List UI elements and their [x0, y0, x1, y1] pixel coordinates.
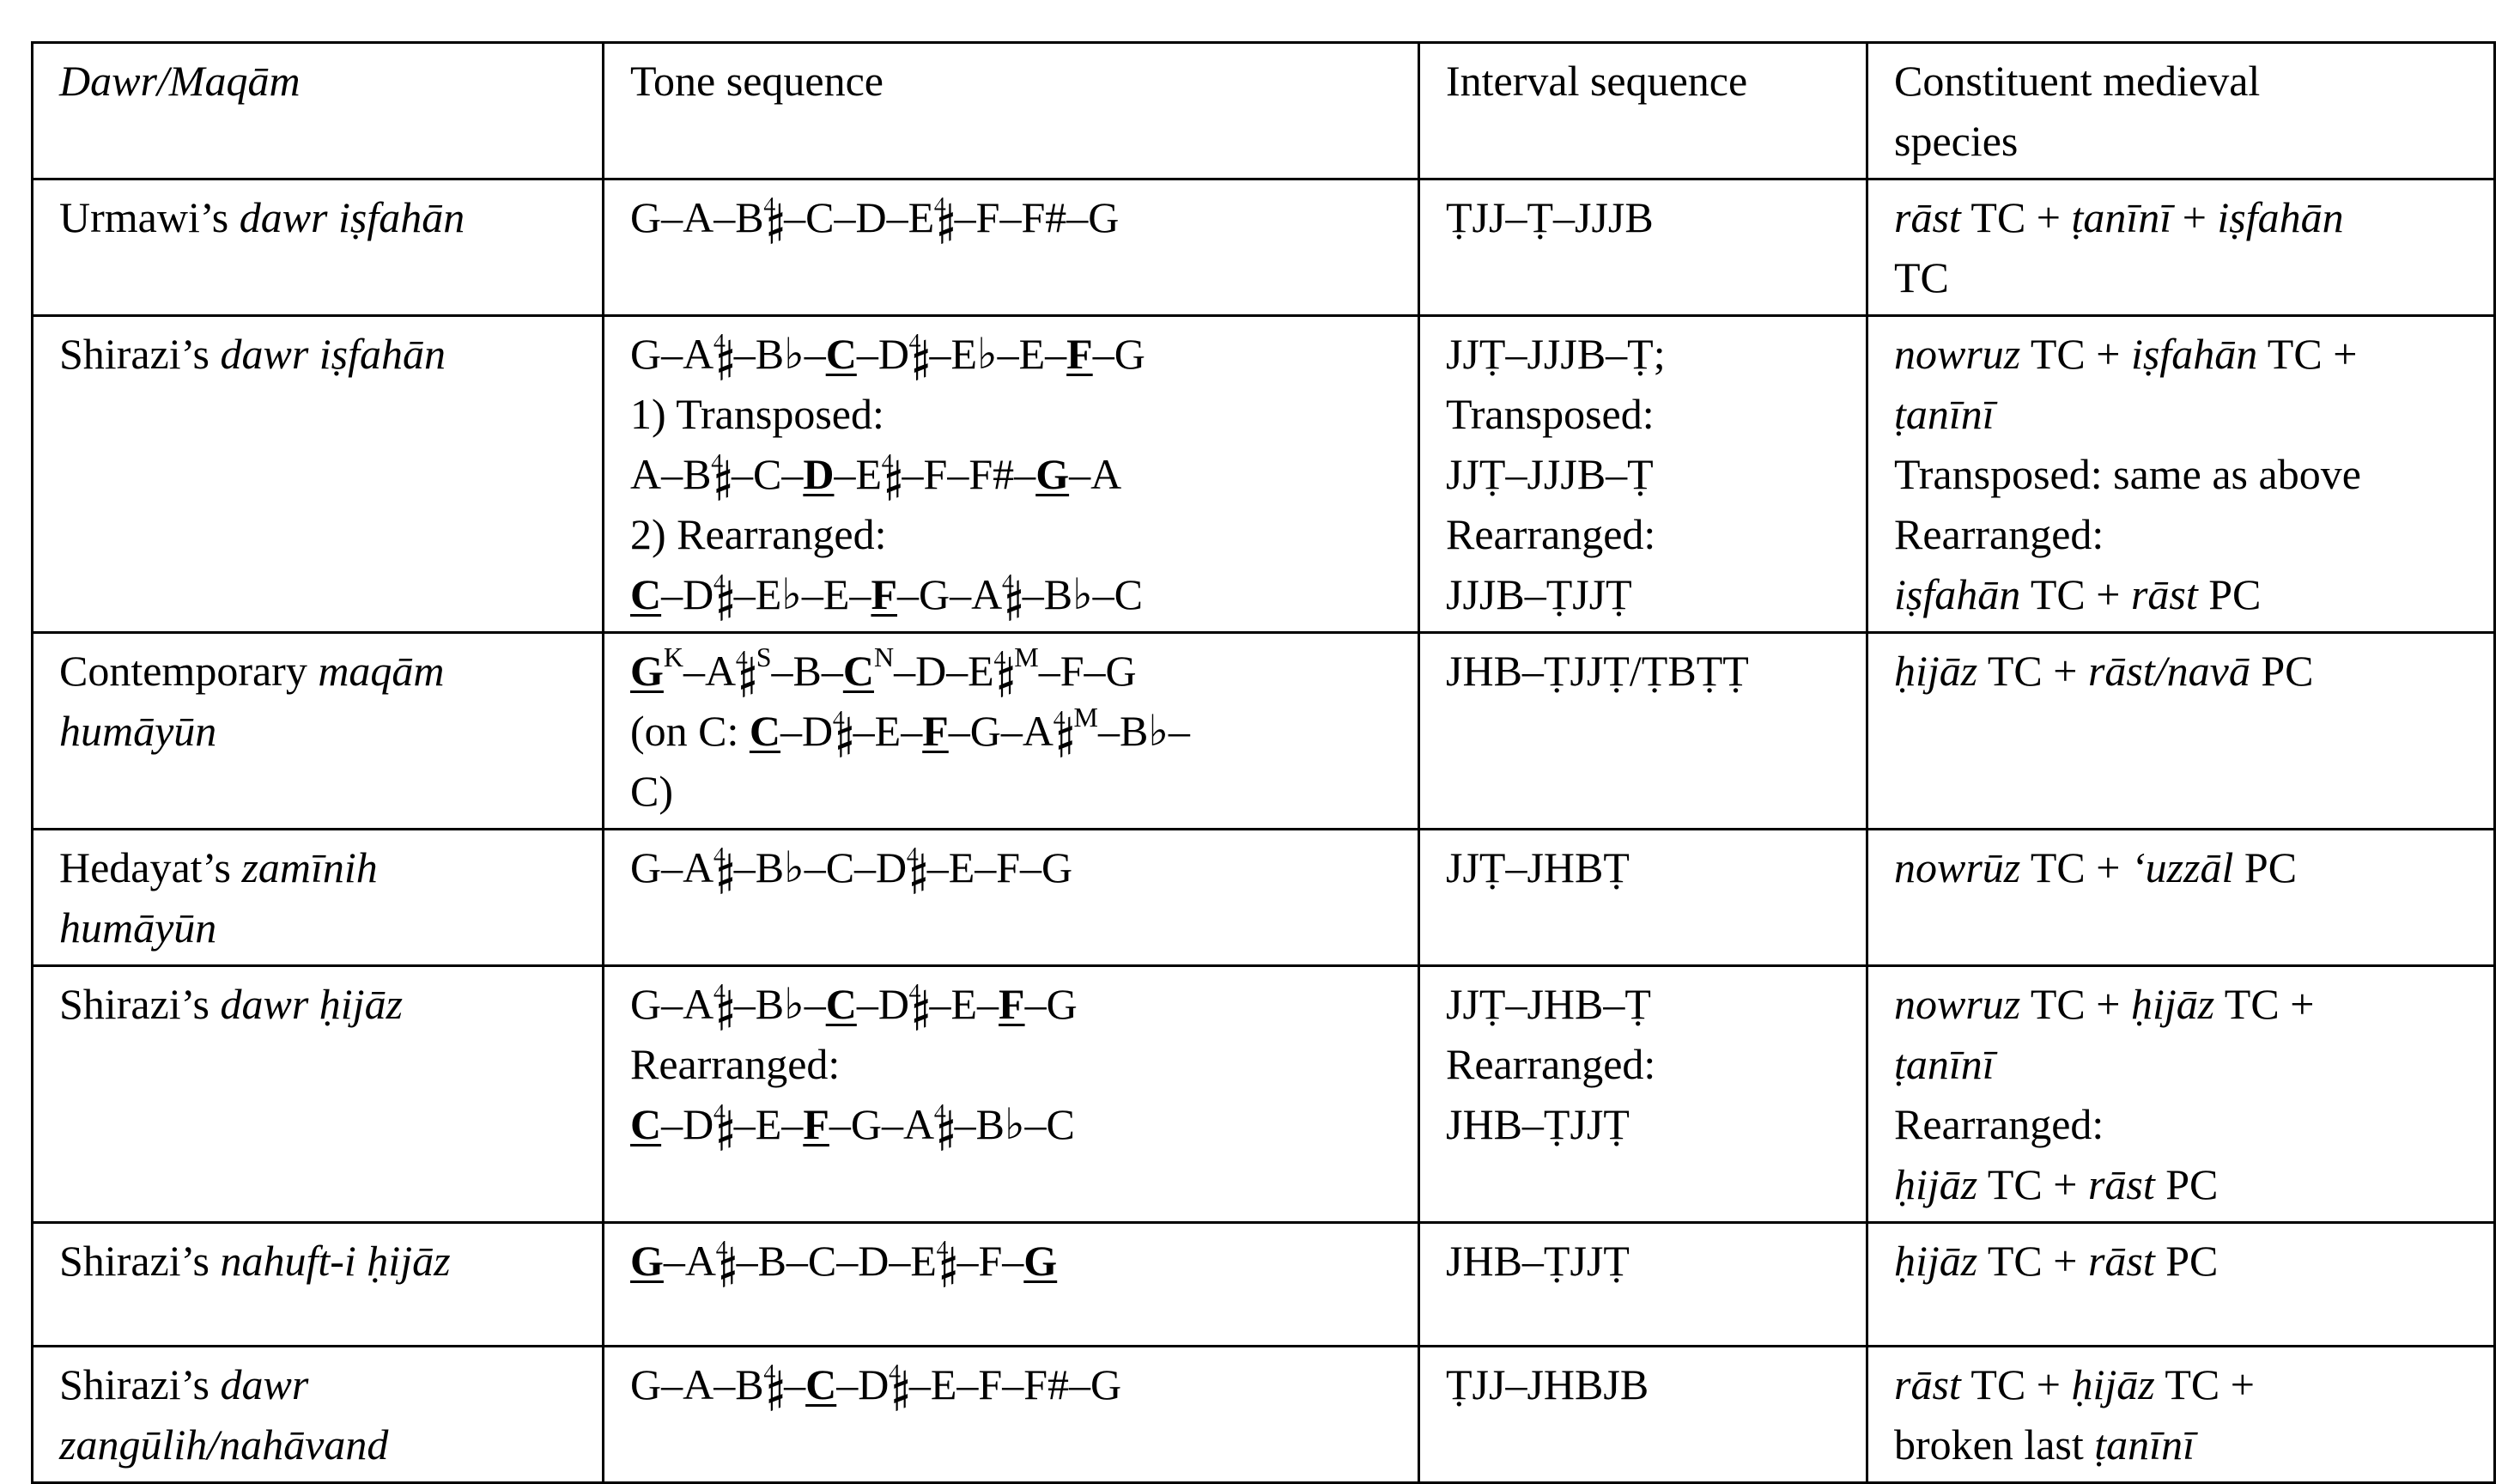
header-constituent-species: [1867, 43, 2495, 179]
emphasized-note: F: [999, 980, 1025, 1028]
dawr-name-cell: [33, 633, 604, 830]
interval-line: Rearranged:: [1446, 1040, 1656, 1088]
emphasized-note: C: [805, 1360, 837, 1408]
emphasized-note: F: [922, 707, 949, 755]
tone-line: (on C: C–D𝄲–E–F–G–A𝄲$^M$–B♭–: [630, 702, 1190, 755]
header-interval-sequence-label: Interval sequence: [1446, 57, 1748, 105]
emphasized-note: F: [871, 570, 897, 618]
interval-line: JJṬ–JJJB–Ṭ: [1446, 450, 1654, 498]
interval-line: JJṬ–JJJB–Ṭ;: [1446, 330, 1666, 378]
emphasized-note: D: [803, 450, 835, 498]
header-tone-sequence-label: Tone sequence: [630, 57, 884, 105]
dawr-name-plain: Urmawi’s: [59, 193, 240, 241]
species-line: Transposed: same as above: [1894, 450, 2361, 498]
dawr-name-cell: [33, 830, 604, 966]
species-line: iṣfahān TC + rāst PC: [1894, 570, 2262, 618]
header-tone-sequence: [604, 43, 1419, 179]
tone-sequence-cell: [604, 1223, 1419, 1347]
tone-sequence-cell: [604, 966, 1419, 1223]
tone-line: G–A–B𝄲–C–D𝄲–E–F–F#–G: [630, 1360, 1122, 1408]
table-row: [33, 1223, 2495, 1347]
interval-line: JJṬ–JHBṬ: [1446, 843, 1630, 891]
interval-line: JJṬ–JHB–Ṭ: [1446, 980, 1651, 1028]
header-row: [33, 43, 2495, 179]
emphasized-note: G: [630, 1237, 664, 1285]
species-cell: [1867, 966, 2495, 1223]
tone-line: C): [630, 767, 673, 815]
emphasized-note: F: [803, 1100, 829, 1148]
interval-sequence-cell: [1419, 1223, 1867, 1347]
species-line: ḥijāz TC + rāst/navā PC: [1894, 647, 2314, 695]
tone-sequence-cell: [604, 830, 1419, 966]
tone-line: A–B𝄲–C–D–E𝄲–F–F#–G–A: [630, 450, 1122, 498]
species-line: Rearranged:: [1894, 510, 2104, 558]
dawr-name-cell: [33, 1347, 604, 1483]
emphasized-note: C: [749, 707, 781, 755]
interval-sequence-cell: [1419, 830, 1867, 966]
table-row: [33, 179, 2495, 316]
dawr-name-italic: dawr ḥijāz: [220, 980, 404, 1028]
dawr-name-plain: Shirazi’s: [59, 980, 221, 1028]
dawr-name-italic: dawr iṣfahān: [239, 193, 465, 241]
dawr-name-plain: Shirazi’s: [59, 1237, 221, 1285]
species-line: ḥijāz TC + rāst PC: [1894, 1160, 2219, 1208]
interval-line: JHB–ṬJJṬ: [1446, 1237, 1630, 1285]
interval-sequence-cell: [1419, 316, 1867, 633]
header-dawr-maqam: [33, 43, 604, 179]
header-species-line1: Constituent medieval: [1894, 57, 2261, 105]
interval-line: ṬJJ–Ṭ–JJJB: [1446, 193, 1654, 241]
interval-line: Transposed:: [1446, 390, 1655, 438]
species-line: ṭanīnī: [1894, 1040, 1995, 1088]
maqam-comparison-table: [31, 41, 2496, 1484]
dawr-name-cell: [33, 1223, 604, 1347]
species-line: TC: [1894, 253, 1949, 301]
dawr-name-line: zangūlih/nahāvand: [59, 1420, 389, 1469]
species-cell: [1867, 1223, 2495, 1347]
species-line: nowruz TC + ḥijāz TC +: [1894, 980, 2315, 1028]
tone-line: $G^K-A𝄲^S-B-C^N-D-E𝄲^M-F-G$: [630, 642, 1137, 695]
species-cell: [1867, 316, 2495, 633]
interval-sequence-cell: [1419, 633, 1867, 830]
tone-sequence-cell: [604, 179, 1419, 316]
table-row: [33, 316, 2495, 633]
tone-line: G–A𝄲–B♭–C–D𝄲–E♭–E–F–G: [630, 330, 1145, 378]
interval-line: ṬJJ–JHBJB: [1446, 1360, 1649, 1408]
tone-sequence-cell: [604, 1347, 1419, 1483]
table-row: [33, 1347, 2495, 1483]
species-cell: [1867, 830, 2495, 966]
dawr-name-italic: dawr iṣfahān: [220, 330, 446, 378]
table-row: [33, 830, 2495, 966]
dawr-name-line: humāyūn: [59, 707, 217, 755]
tone-sequence-cell: [604, 316, 1419, 633]
species-line: rāst TC + ṭanīnī + iṣfahān: [1894, 193, 2344, 241]
tone-sequence-cell: [604, 633, 1419, 830]
emphasized-note: G: [630, 647, 664, 695]
emphasized-note: C: [825, 330, 857, 378]
species-cell: [1867, 179, 2495, 316]
species-line: ṭanīnī: [1894, 390, 1995, 438]
dawr-name-cell: [33, 316, 604, 633]
emphasized-note: G: [1023, 1237, 1058, 1285]
species-line: rāst TC + ḥijāz TC +: [1894, 1360, 2255, 1408]
interval-line: JJJB–ṬJJṬ: [1446, 570, 1632, 618]
tone-line: C–D𝄲–E♭–E–F–G–A𝄲–B♭–C: [630, 570, 1144, 618]
header-dawr-maqam-label: Dawr/Maqām: [59, 57, 301, 105]
header-interval-sequence: [1419, 43, 1867, 179]
species-cell: [1867, 1347, 2495, 1483]
tone-line: G–A𝄲–B♭–C–D𝄲–E–F–G: [630, 843, 1073, 891]
dawr-name-line: Hedayat’s zamīnih: [59, 843, 378, 891]
emphasized-note: G: [1035, 450, 1070, 498]
species-line: ḥijāz TC + rāst PC: [1894, 1237, 2219, 1285]
emphasized-note: C: [842, 647, 874, 695]
tone-line: 2) Rearranged:: [630, 510, 887, 558]
tone-line: 1) Transposed:: [630, 390, 884, 438]
tone-line: G–A𝄲–B–C–D–E𝄲–F–G: [630, 1237, 1058, 1285]
species-line: broken last ṭanīnī: [1894, 1420, 2195, 1469]
tone-line: G–A–B𝄲–C–D–E𝄲–F–F#–G: [630, 193, 1120, 241]
emphasized-note: C: [630, 1100, 662, 1148]
table-row: [33, 966, 2495, 1223]
dawr-name-italic: nahuft-i ḥijāz: [220, 1237, 451, 1285]
tone-line: Rearranged:: [630, 1040, 841, 1088]
dawr-name-cell: [33, 966, 604, 1223]
emphasized-note: F: [1066, 330, 1093, 378]
species-line: nowrūz TC + ‘uzzāl PC: [1894, 843, 2298, 891]
table-row: [33, 633, 2495, 830]
header-species-line2: species: [1894, 117, 2019, 165]
dawr-name-cell: [33, 179, 604, 316]
tone-line: G–A𝄲–B♭–C–D𝄲–E–F–G: [630, 980, 1078, 1028]
interval-sequence-cell: [1419, 179, 1867, 316]
interval-line: Rearranged:: [1446, 510, 1656, 558]
dawr-name-line: humāyūn: [59, 903, 217, 952]
emphasized-note: C: [825, 980, 857, 1028]
interval-line: JHB–ṬJJṬ: [1446, 1100, 1630, 1148]
interval-sequence-cell: [1419, 1347, 1867, 1483]
interval-sequence-cell: [1419, 966, 1867, 1223]
dawr-name-plain: Shirazi’s: [59, 330, 221, 378]
species-cell: [1867, 633, 2495, 830]
interval-line: JHB–ṬJJṬ/ṬBṬṬ: [1446, 647, 1749, 695]
dawr-name-line: Shirazi’s dawr: [59, 1360, 309, 1408]
emphasized-note: C: [630, 570, 662, 618]
species-line: nowruz TC + iṣfahān TC +: [1894, 330, 2358, 378]
tone-line: C–D𝄲–E–F–G–A𝄲–B♭–C: [630, 1100, 1075, 1148]
dawr-name-line: Contemporary maqām: [59, 647, 445, 695]
species-line: Rearranged:: [1894, 1100, 2104, 1148]
